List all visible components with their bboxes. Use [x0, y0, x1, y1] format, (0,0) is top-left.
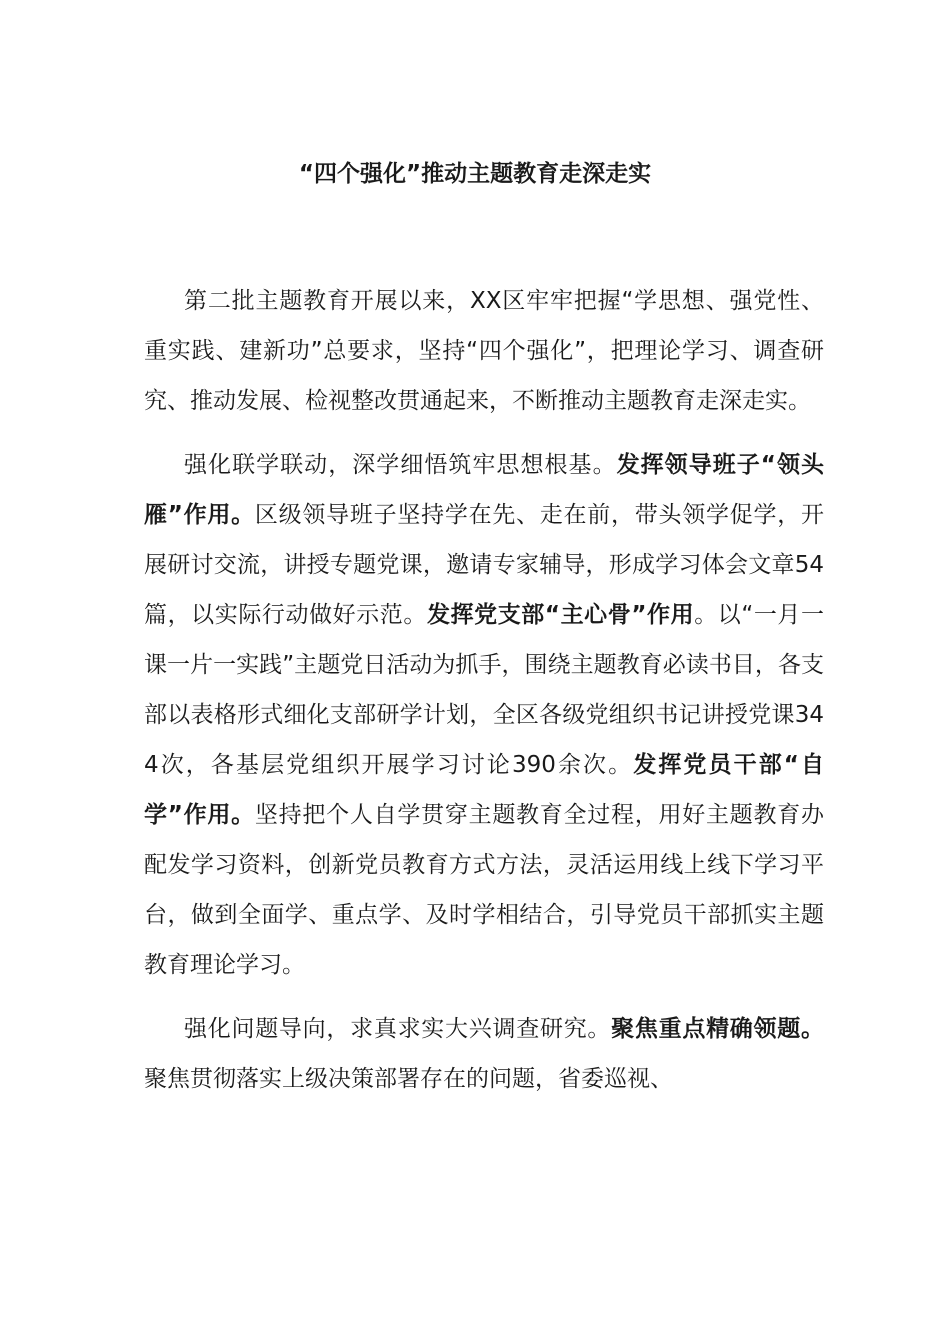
paragraph-joint-study: [144, 440, 824, 990]
bold-heading-segment: 聚焦重点精确领题。: [611, 1016, 825, 1042]
text-segment: 强化问题导向，求真求实大兴调查研究。: [184, 1016, 612, 1042]
paragraph-problem-oriented: [144, 1004, 824, 1104]
text-segment: 第二批主题教育开展以来，XX区牢牢把握“学思想、强党性、重实践、建新功”总要求，坚持“四个强化”，把理论学习、调查研究、推动发展、检视整改贯通起来，不断推动主题教育走深走实。: [144, 288, 824, 414]
text-segment: 聚焦贯彻落实上级决策部署存在的问题，省委巡视、: [144, 1066, 673, 1092]
bold-heading-segment: 发挥领导班子“领头雁”作用。: [144, 452, 824, 528]
paragraph-intro: [144, 276, 824, 426]
text-segment: 强化联学联动，深学细悟筑牢思想根基。: [184, 452, 617, 478]
text-segment: 坚持把个人自学贯穿主题教育全过程，用好主题教育办配发学习资料，创新党员教育方式方法，灵活运用线上线下学习平台，做到全面学、重点学、及时学相结合，引导党员干部抓实主题教育理论学习。: [144, 802, 825, 978]
bold-heading-segment: 发挥党员干部“自学”作用。: [144, 752, 824, 828]
text-segment: 区级领导班子坚持学在先、走在前，带头领学促学，开展研讨交流，讲授专题党课，邀请专家辅导，形成学习体会文章54篇，以实际行动做好示范。: [144, 502, 825, 628]
text-segment: 。以“一月一课一片一实践”主题党日活动为抓手，围绕主题教育必读书目，各支部以表格形式细化支部研学计划，全区各级党组织书记讲授党课344次，各基层党组织开展学习讨论390余次。: [144, 602, 825, 778]
document-body: [144, 276, 824, 1118]
document-title: “四个强化”推动主题教育走深走实: [298, 161, 652, 187]
bold-heading-segment: 发挥党支部“主心骨”作用: [426, 602, 695, 628]
